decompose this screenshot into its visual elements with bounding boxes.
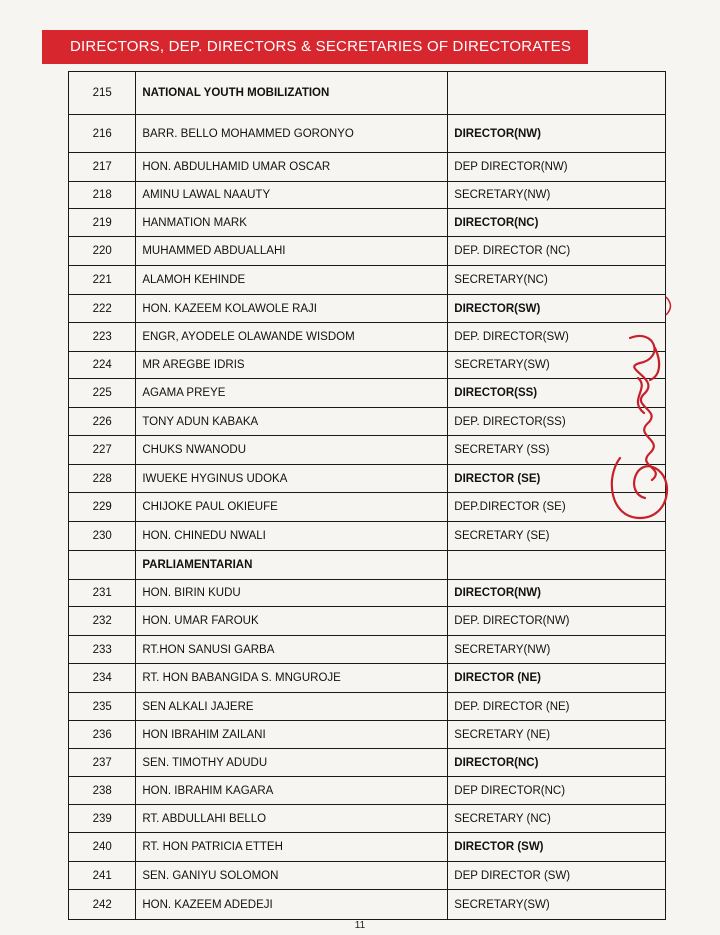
member-position: DEP DIRECTOR(NW) — [448, 153, 666, 182]
member-position: DIRECTOR(NC) — [448, 749, 666, 777]
member-position: SECRETARY (SS) — [448, 436, 666, 465]
row-number: 235 — [69, 693, 136, 721]
member-name: BARR. BELLO MOHAMMED GORONYO — [136, 115, 448, 153]
member-position: SECRETARY(NW) — [448, 182, 666, 209]
row-number: 220 — [69, 237, 136, 266]
member-position: DIRECTOR (SE) — [448, 465, 666, 493]
member-position: SECRETARY(NW) — [448, 636, 666, 664]
row-number: 238 — [69, 777, 136, 805]
member-position: DEP DIRECTOR(NC) — [448, 777, 666, 805]
table-row — [69, 323, 666, 352]
member-name: SEN ALKALI JAJERE — [136, 693, 448, 721]
row-number: 229 — [69, 493, 136, 522]
row-number: 233 — [69, 636, 136, 664]
row-number: 219 — [69, 209, 136, 237]
member-position: DEP. DIRECTOR(SS) — [448, 408, 666, 436]
row-number: 223 — [69, 323, 136, 352]
row-number: 221 — [69, 266, 136, 295]
table-row — [69, 182, 666, 209]
member-name: MUHAMMED ABDUALLAHI — [136, 237, 448, 266]
member-position: DEP DIRECTOR (SW) — [448, 862, 666, 890]
row-number: 231 — [69, 580, 136, 607]
member-name: SEN. TIMOTHY ADUDU — [136, 749, 448, 777]
row-number: 237 — [69, 749, 136, 777]
page-header-banner: DIRECTORS, DEP. DIRECTORS & SECRETARIES OF DIRECTORATES — [42, 30, 588, 64]
member-position: SECRETARY(SW) — [448, 890, 666, 920]
directorate-roster-table — [68, 71, 666, 920]
row-number — [69, 551, 136, 580]
member-name: CHUKS NWANODU — [136, 436, 448, 465]
member-position: SECRETARY (NE) — [448, 721, 666, 749]
member-position: SECRETARY(NC) — [448, 266, 666, 295]
table-row — [69, 115, 666, 153]
member-position: DEP. DIRECTOR (NE) — [448, 693, 666, 721]
table-row — [69, 266, 666, 295]
member-name: HON. KAZEEM ADEDEJI — [136, 890, 448, 920]
row-number: 225 — [69, 379, 136, 408]
table-row — [69, 237, 666, 266]
member-position: SECRETARY (SE) — [448, 522, 666, 551]
table-row — [69, 153, 666, 182]
handwritten-signature — [600, 318, 680, 528]
member-position: DIRECTOR(SS) — [448, 379, 666, 408]
row-number: 236 — [69, 721, 136, 749]
row-number: 222 — [69, 295, 136, 323]
member-position: DEP. DIRECTOR(SW) — [448, 323, 666, 352]
table-row — [69, 522, 666, 551]
table-row — [69, 436, 666, 465]
row-number: 242 — [69, 890, 136, 920]
row-number: 226 — [69, 408, 136, 436]
member-name: HON. IBRAHIM KAGARA — [136, 777, 448, 805]
table-row — [69, 862, 666, 890]
row-number: 227 — [69, 436, 136, 465]
member-name: IWUEKE HYGINUS UDOKA — [136, 465, 448, 493]
member-name: ALAMOH KEHINDE — [136, 266, 448, 295]
member-name: HON. BIRIN KUDU — [136, 580, 448, 607]
member-name: SEN. GANIYU SOLOMON — [136, 862, 448, 890]
member-position — [448, 72, 666, 115]
table-row — [69, 805, 666, 833]
member-name: HON. ABDULHAMID UMAR OSCAR — [136, 153, 448, 182]
member-name: MR AREGBE IDRIS — [136, 352, 448, 379]
member-name: TONY ADUN KABAKA — [136, 408, 448, 436]
row-number: 241 — [69, 862, 136, 890]
table-row — [69, 209, 666, 237]
member-name: AMINU LAWAL NAAUTY — [136, 182, 448, 209]
table-row — [69, 636, 666, 664]
section-title: NATIONAL YOUTH MOBILIZATION — [136, 72, 448, 115]
member-position: DIRECTOR(NW) — [448, 115, 666, 153]
section-row — [69, 551, 666, 580]
row-number: 240 — [69, 833, 136, 862]
page-number: 11 — [354, 920, 366, 931]
table-row — [69, 721, 666, 749]
member-position: DEP.DIRECTOR (SE) — [448, 493, 666, 522]
member-position: SECRETARY (NC) — [448, 805, 666, 833]
table-row — [69, 408, 666, 436]
table-row — [69, 352, 666, 379]
member-position — [448, 551, 666, 580]
table-row — [69, 833, 666, 862]
member-position: DIRECTOR (NE) — [448, 664, 666, 693]
member-position: DIRECTOR (SW) — [448, 833, 666, 862]
row-number: 217 — [69, 153, 136, 182]
member-position: DIRECTOR(NC) — [448, 209, 666, 237]
row-number: 230 — [69, 522, 136, 551]
member-name: HON IBRAHIM ZAILANI — [136, 721, 448, 749]
member-name: HON. KAZEEM KOLAWOLE RAJI — [136, 295, 448, 323]
member-name: HANMATION MARK — [136, 209, 448, 237]
member-name: RT. ABDULLAHI BELLO — [136, 805, 448, 833]
member-name: HON. CHINEDU NWALI — [136, 522, 448, 551]
table-row — [69, 749, 666, 777]
member-position: DEP. DIRECTOR (NC) — [448, 237, 666, 266]
member-position: SECRETARY(SW) — [448, 352, 666, 379]
row-number: 218 — [69, 182, 136, 209]
row-number: 215 — [69, 72, 136, 115]
row-number: 224 — [69, 352, 136, 379]
member-position: DIRECTOR(SW) — [448, 295, 666, 323]
section-row — [69, 72, 666, 115]
table-row — [69, 607, 666, 636]
check-mark-icon — [662, 295, 676, 317]
table-row — [69, 777, 666, 805]
table-row — [69, 664, 666, 693]
table-row — [69, 295, 666, 323]
member-name: CHIJOKE PAUL OKIEUFE — [136, 493, 448, 522]
table-row — [69, 465, 666, 493]
member-name: RT. HON PATRICIA ETTEH — [136, 833, 448, 862]
table-row — [69, 693, 666, 721]
member-position: DIRECTOR(NW) — [448, 580, 666, 607]
member-name: AGAMA PREYE — [136, 379, 448, 408]
member-name: RT. HON BABANGIDA S. MNGUROJE — [136, 664, 448, 693]
section-title: PARLIAMENTARIAN — [136, 551, 448, 580]
row-number: 239 — [69, 805, 136, 833]
table-row — [69, 890, 666, 920]
row-number: 232 — [69, 607, 136, 636]
table-row — [69, 493, 666, 522]
row-number: 234 — [69, 664, 136, 693]
row-number: 216 — [69, 115, 136, 153]
table-row — [69, 379, 666, 408]
member-name: RT.HON SANUSI GARBA — [136, 636, 448, 664]
member-position: DEP. DIRECTOR(NW) — [448, 607, 666, 636]
member-name: ENGR, AYODELE OLAWANDE WISDOM — [136, 323, 448, 352]
table-row — [69, 580, 666, 607]
member-name: HON. UMAR FAROUK — [136, 607, 448, 636]
row-number: 228 — [69, 465, 136, 493]
